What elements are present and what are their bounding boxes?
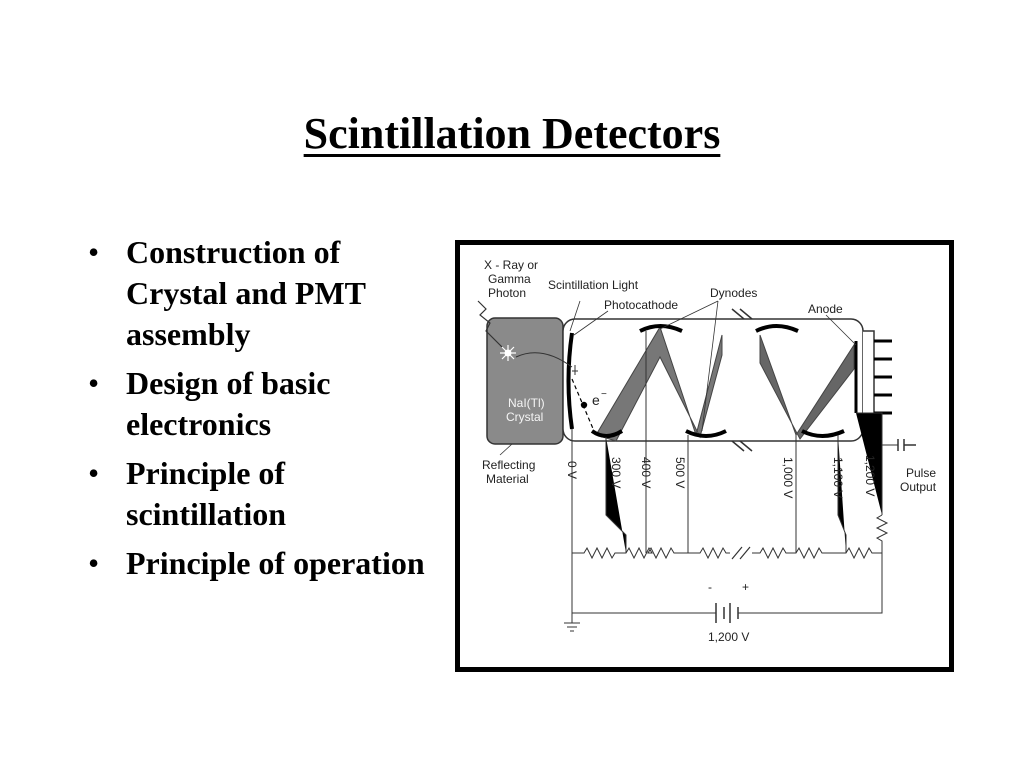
bullet-dot: • (88, 455, 100, 491)
bullet-text: Principle of scintillation (126, 455, 287, 532)
anode-label: Anode (808, 302, 843, 316)
divider-resistors (572, 548, 882, 558)
crystal-label-line2: Crystal (506, 410, 544, 424)
photon-label-line2: Gamma (488, 272, 531, 286)
bullet-item (88, 543, 433, 584)
connector-pins (874, 341, 892, 413)
photocathode-label: Photocathode (604, 298, 679, 312)
dynodes-label: Dynodes (710, 286, 758, 300)
bullet-item (88, 363, 433, 445)
crystal-label-line1: NaI(Tl) (508, 396, 545, 410)
voltage-label: 500 V (673, 457, 687, 489)
photon-label-line3: Photon (488, 286, 527, 300)
output-capacitor (898, 439, 916, 451)
leader-reflecting (500, 444, 512, 455)
scint-light-label: Scintillation Light (548, 278, 639, 292)
photon-label-line1: X - Ray or (484, 258, 539, 272)
battery-symbol (716, 603, 738, 623)
voltage-label: 400 V (639, 457, 653, 489)
bullet-text: Construction of Crystal and PMT assembly (126, 234, 366, 352)
voltage-label: 300 V (609, 457, 623, 489)
battery-label: 1,200 V (708, 630, 750, 644)
scintillation-flash-rays (500, 345, 516, 361)
supply-wires (572, 553, 882, 613)
reflecting-label-line1: Reflecting (482, 458, 536, 472)
battery-minus-label: - (708, 580, 712, 594)
bullet-text: Principle of operation (126, 545, 425, 581)
bullet-dot: • (88, 365, 100, 401)
bullet-text: Design of basic electronics (126, 365, 331, 442)
electron-dot (581, 402, 587, 408)
voltage-label: 1,100 V (831, 457, 845, 499)
electron-label-sup: − (601, 389, 607, 400)
battery-plus-label: + (742, 580, 750, 594)
voltage-label: 0 V (565, 461, 579, 480)
bullet-item (88, 453, 433, 535)
bullet-dot: • (88, 234, 100, 270)
voltage-label: 1,000 V (781, 457, 795, 499)
pmt-diagram (460, 245, 949, 667)
crystal-block (487, 318, 563, 444)
pulse-label-line1: Pulse (906, 466, 937, 480)
reflecting-label-line2: Material (486, 472, 529, 486)
voltage-label: 1,200 V (863, 455, 877, 497)
ground-symbol (564, 613, 580, 631)
divider-break-marks (732, 547, 750, 559)
bullet-list (88, 232, 433, 592)
bullet-dot: • (88, 545, 100, 581)
pmt-diagram-figure (455, 240, 954, 672)
slide-title: Scintillation Detectors (303, 109, 721, 158)
load-resistor (877, 515, 887, 553)
bullet-item (88, 232, 433, 355)
electron-label: e (592, 392, 600, 408)
pulse-label-line2: Output (900, 480, 937, 494)
